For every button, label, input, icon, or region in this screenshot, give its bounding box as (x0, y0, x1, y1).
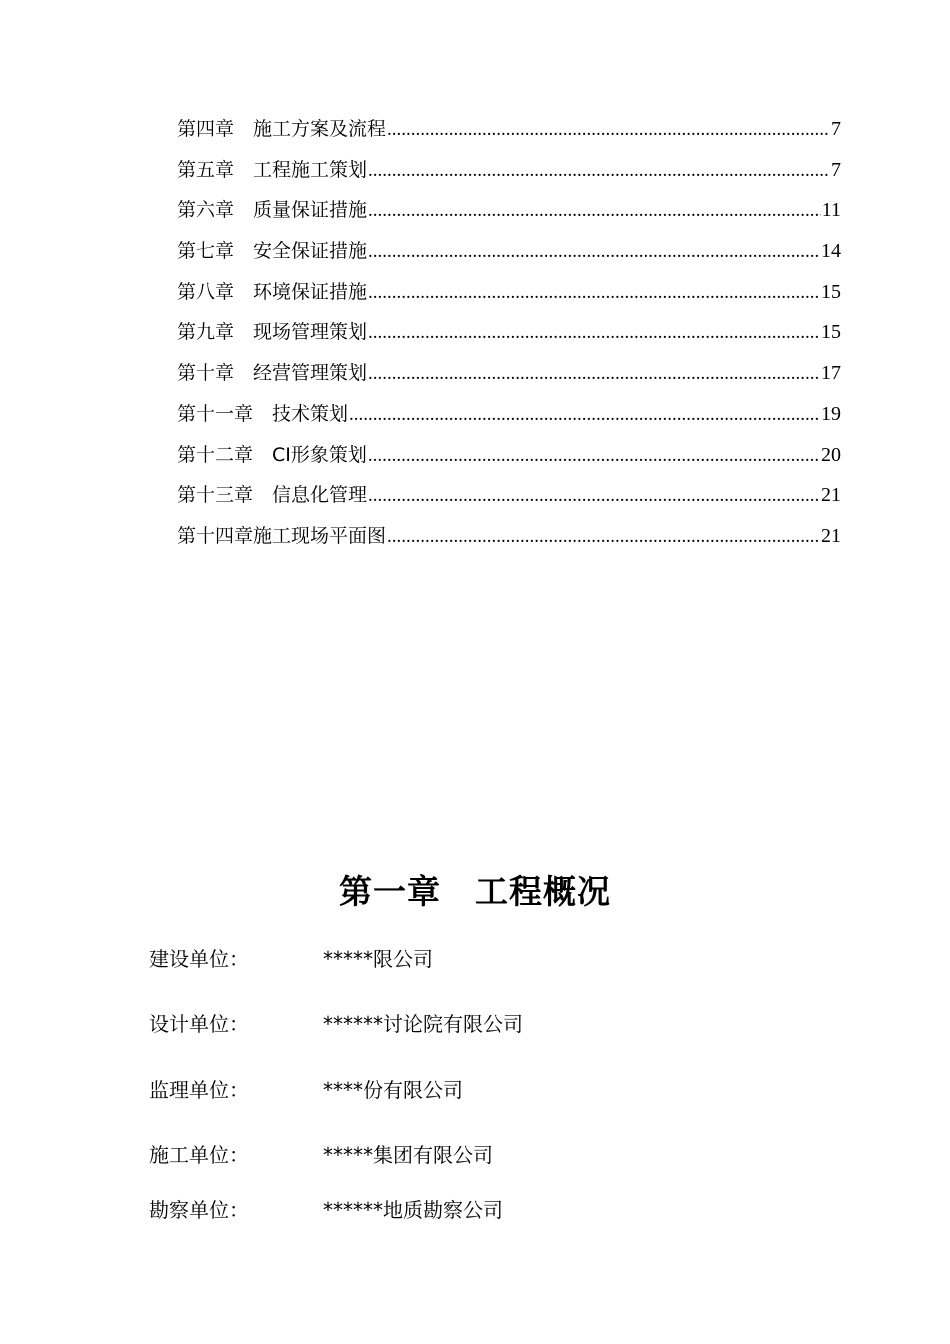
toc-gap (234, 113, 253, 145)
toc-page-number: 15 (821, 280, 841, 303)
toc-page-number: 11 (821, 199, 841, 222)
toc-dot-leader (368, 195, 821, 227)
toc-entry[interactable] (177, 154, 841, 195)
toc-dot-leader (368, 155, 830, 187)
toc-chapter-number: 第十四章 (177, 524, 254, 547)
toc-chapter-title: 施工现场平面图 (253, 524, 387, 547)
toc-chapter-title: CI形象策划 (272, 443, 367, 466)
toc-dot-leader (368, 358, 820, 390)
info-value: *****集团有限公司 (323, 1143, 493, 1167)
info-value: *****限公司 (323, 947, 433, 971)
toc-chapter-number: 第十章 (177, 362, 235, 385)
toc-entry[interactable] (177, 398, 841, 439)
toc-entry[interactable] (177, 357, 841, 398)
toc-chapter-number: 第七章 (177, 240, 235, 263)
toc-chapter-number: 第六章 (177, 199, 235, 222)
info-label: 设计单位： (149, 1012, 249, 1036)
toc-chapter-title: 工程施工策划 (253, 158, 368, 181)
toc-entry[interactable] (177, 235, 841, 276)
info-label: 勘察单位： (149, 1198, 249, 1222)
toc-chapter-number: 第九章 (177, 321, 235, 344)
toc-page-number: 19 (821, 402, 841, 425)
toc-entry[interactable] (177, 194, 841, 235)
toc-entry[interactable] (177, 520, 841, 561)
toc-page-number: 21 (821, 524, 841, 547)
toc-gap (253, 439, 272, 471)
toc-chapter-title: 信息化管理 (272, 484, 368, 507)
toc-dot-leader (349, 399, 820, 431)
toc-chapter-number: 第十三章 (177, 484, 254, 507)
info-row-survey-unit (149, 1195, 849, 1225)
toc-chapter-title: 安全保证措施 (253, 240, 368, 263)
toc-gap (234, 357, 253, 389)
toc-chapter-title: 施工方案及流程 (253, 118, 387, 140)
toc-page-number: 17 (821, 362, 841, 385)
toc-dot-leader (368, 317, 820, 349)
info-row-construction-unit (149, 944, 849, 974)
toc-gap (253, 398, 272, 430)
toc-page-number: 14 (821, 240, 841, 263)
toc-gap (234, 194, 253, 226)
toc-dot-leader (387, 114, 830, 146)
toc-dot-leader (368, 236, 820, 268)
chapter-heading: 第一章 工程概况 (339, 872, 611, 911)
toc-page-number: 7 (831, 118, 841, 140)
info-row-contractor-unit (149, 1140, 849, 1170)
toc-chapter-title: 现场管理策划 (253, 321, 368, 344)
toc-entry[interactable] (177, 276, 841, 317)
toc-chapter-title: 经营管理策划 (253, 362, 368, 385)
info-row-design-unit (149, 1009, 849, 1039)
toc-chapter-title: 环境保证措施 (253, 280, 368, 303)
toc-chapter-title: 技术策划 (272, 402, 349, 425)
toc-dot-leader (368, 440, 820, 472)
toc-gap (234, 276, 253, 308)
toc-chapter-number: 第四章 (177, 118, 235, 140)
toc-entry[interactable] (177, 479, 841, 520)
toc-chapter-number: 第八章 (177, 280, 235, 303)
toc-dot-leader (368, 277, 820, 309)
toc-page-number: 21 (821, 484, 841, 507)
toc-gap (234, 316, 253, 348)
toc-chapter-number: 第十二章 (177, 443, 254, 466)
toc-entry[interactable] (177, 316, 841, 357)
info-value: ******讨论院有限公司 (323, 1012, 523, 1036)
toc-chapter-number: 第五章 (177, 158, 235, 181)
info-value: ****份有限公司 (323, 1078, 463, 1102)
toc-entry[interactable] (177, 113, 841, 154)
info-label: 建设单位： (149, 947, 249, 971)
toc-page-number: 20 (821, 443, 841, 466)
info-value: ******地质勘察公司 (323, 1198, 503, 1222)
toc-page-number: 7 (831, 158, 841, 181)
toc-gap (234, 235, 253, 267)
info-row-supervision-unit (149, 1075, 849, 1105)
info-label: 监理单位： (149, 1078, 249, 1102)
toc-entry[interactable] (177, 439, 841, 480)
table-of-contents (177, 113, 841, 561)
toc-gap (253, 479, 272, 511)
toc-gap (234, 154, 253, 186)
toc-chapter-number: 第十一章 (177, 402, 254, 425)
toc-page-number: 15 (821, 321, 841, 344)
toc-chapter-title: 质量保证措施 (253, 199, 368, 222)
toc-dot-leader (387, 521, 820, 553)
toc-dot-leader (368, 480, 820, 512)
info-label: 施工单位： (149, 1143, 249, 1167)
